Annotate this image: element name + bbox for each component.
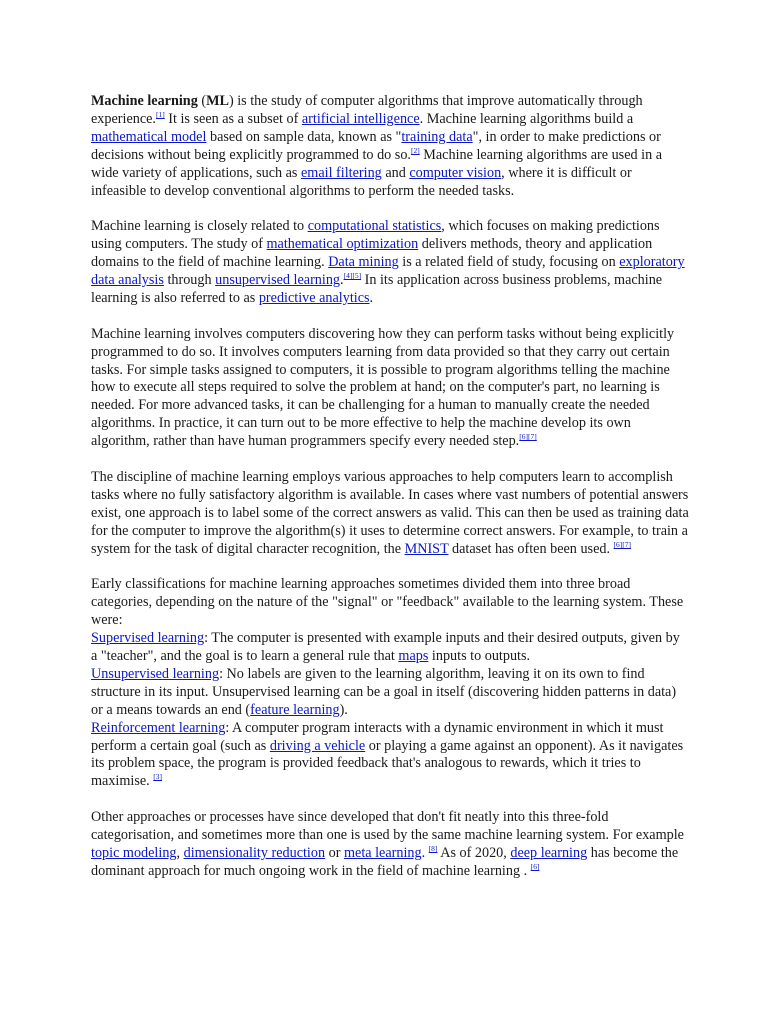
link-mathematical-model[interactable]: mathematical model	[91, 128, 207, 145]
citation	[344, 271, 362, 280]
text-run: , where it is difficult or infeasible to develop conventional algorithms to perform the needed tasks.	[91, 164, 632, 199]
text-run: : No labels are given to the learning algorithm, leaving it on its own to find structure in its input. Unsupervised learning can be a goal in itself (discovering hidden patterns in data) or a means towards an end (	[91, 665, 677, 718]
link-mathematical-optimization[interactable]: mathematical optimization	[266, 236, 419, 253]
text-run: .	[421, 844, 429, 861]
link-exploratory-data-analysis[interactable]: exploratory data analysis	[91, 254, 685, 289]
link-data-mining[interactable]: Data mining	[328, 254, 399, 271]
link-driving-a-vehicle[interactable]: driving a vehicle	[269, 737, 366, 754]
text-run: Early classifications for machine learning approaches sometimes divided them into three broad categories, depending on the nature of the "signal" or "feedback" available to the learning system. These were:	[91, 576, 684, 629]
citation	[156, 110, 165, 119]
text-run: ,	[176, 844, 184, 861]
document-body	[91, 93, 689, 899]
text-run: .	[340, 272, 344, 289]
link-feature-learning[interactable]: feature learning	[250, 701, 340, 718]
citation	[531, 862, 540, 871]
text-run: ) is the study of computer algorithms that improve automatically through experience.	[91, 93, 643, 127]
citation-link[interactable]: [1]	[155, 109, 165, 119]
link-computer-vision[interactable]: computer vision	[409, 164, 502, 181]
text-run: Machine learning is closely related to	[91, 218, 308, 235]
citation	[411, 146, 420, 155]
citation	[519, 432, 537, 441]
bold-term: Machine learning	[91, 93, 198, 109]
link-mnist[interactable]: MNIST	[404, 540, 449, 557]
citation	[614, 540, 632, 549]
text-run: has become the dominant approach for much ongoing work in the field of machine learning .	[91, 844, 679, 879]
bold-term: ML	[206, 93, 229, 109]
text-run: or	[325, 844, 344, 861]
paragraph	[91, 809, 689, 881]
text-run: (	[197, 93, 207, 109]
text-run: : A computer program interacts with a dynamic environment in which it must perform a certain goal (such as	[91, 719, 664, 754]
text-run: ", in order to make predictions or decisions without being explicitly programmed to do so.	[91, 128, 661, 163]
text-run: or playing a game against an opponent). As it navigates its problem space, the program is provided feedback that's analogous to rewards, which it tries to maximise.	[91, 737, 684, 790]
citation-link[interactable]: [8]	[428, 843, 438, 853]
citation-link[interactable]: [6][7]	[519, 432, 537, 442]
link-deep-learning[interactable]: deep learning	[510, 844, 588, 861]
link-dimensionality-reduction[interactable]: dimensionality reduction	[183, 844, 326, 861]
citation	[153, 772, 162, 781]
text-run: In its application across business problems, machine learning is also referred to as	[91, 272, 663, 306]
link-maps[interactable]: maps	[398, 648, 429, 665]
text-run: inputs to outputs.	[428, 648, 531, 665]
paragraph	[91, 576, 689, 791]
text-run: through	[163, 272, 216, 289]
citation-link[interactable]: [4][5]	[343, 271, 362, 281]
link-predictive-analytics[interactable]: predictive analytics	[258, 289, 370, 306]
citation-link[interactable]: [6][7]	[613, 539, 632, 549]
text-run: Machine learning algorithms are used in a wide variety of applications, such as	[91, 146, 663, 181]
link-unsupervised-learning[interactable]: unsupervised learning	[215, 272, 341, 289]
link-training-data[interactable]: training data	[401, 128, 473, 145]
link-supervised-learning[interactable]: Supervised learning	[91, 630, 205, 647]
text-run: : The computer is presented with example inputs and their desired outputs, given by a "teacher", and the goal is to learn a general rule that	[91, 630, 680, 665]
text-run: Other approaches or processes have since developed that don't fit neatly into this three-fold categorisation, and sometimes more than one is used by the same machine learning system. For example	[91, 809, 684, 844]
paragraph	[91, 218, 689, 308]
text-run: , which focuses on making predictions using computers. The study of	[91, 218, 660, 253]
text-run: is a related field of study, focusing on	[398, 254, 620, 271]
text-run: and	[381, 164, 410, 181]
link-computational-statistics[interactable]: computational statistics	[307, 218, 442, 235]
text-run: based on sample data, known as "	[206, 128, 402, 145]
text-run: delivers methods, theory and application domains to the field of machine learning.	[91, 236, 653, 271]
link-email-filtering[interactable]: email filtering	[301, 164, 382, 181]
text-run: The discipline of machine learning employs various approaches to help computers learn to accomplish tasks where no fully satisfactory algorithm is available. In cases where vast numbers of potential answers exist, one approach is to label some of the correct answers as valid. This can then be used as training data for the computer to improve the algorithm(s) it uses to determine correct answers. For example, to train a system for the task of digital character recognition, the	[91, 468, 689, 557]
text-run: As of 2020,	[437, 844, 511, 861]
text-run: . Machine learning algorithms build a	[419, 110, 634, 127]
link-artificial-intelligence[interactable]: artificial intelligence	[301, 110, 420, 127]
paragraph	[91, 469, 689, 559]
link-meta-learning[interactable]: meta learning	[343, 844, 422, 861]
text-run: dataset has often been used.	[448, 540, 614, 557]
link-topic-modeling[interactable]: topic modeling	[91, 844, 177, 861]
citation-link[interactable]: [6]	[530, 861, 540, 871]
citation-link[interactable]: [3]	[153, 772, 163, 782]
paragraph	[91, 326, 689, 451]
text-run: .	[369, 289, 374, 306]
text-run: It is seen as a subset of	[164, 110, 302, 127]
text-run: ).	[339, 701, 348, 718]
link-reinforcement-learning[interactable]: Reinforcement learning	[91, 719, 226, 736]
paragraph	[91, 93, 689, 200]
citation-link[interactable]: [2]	[410, 145, 420, 155]
link-unsupervised-learning[interactable]: Unsupervised learning	[91, 665, 220, 682]
text-run: Machine learning involves computers discovering how they can perform tasks without being explicitly programmed to do so. It involves computers learning from data provided so that they carry out certain tasks. For simple tasks assigned to computers, it is possible to program algorithms telling the machine how to execute all steps required to solve the problem at hand; on the computer's part, no learning is needed. For more advanced tasks, it can be challenging for a human to manually create the needed algorithms. In practice, it can turn out to be more effective to help the machine develop its own algorithm, rather than have human programmers specify every needed step.	[91, 325, 675, 450]
